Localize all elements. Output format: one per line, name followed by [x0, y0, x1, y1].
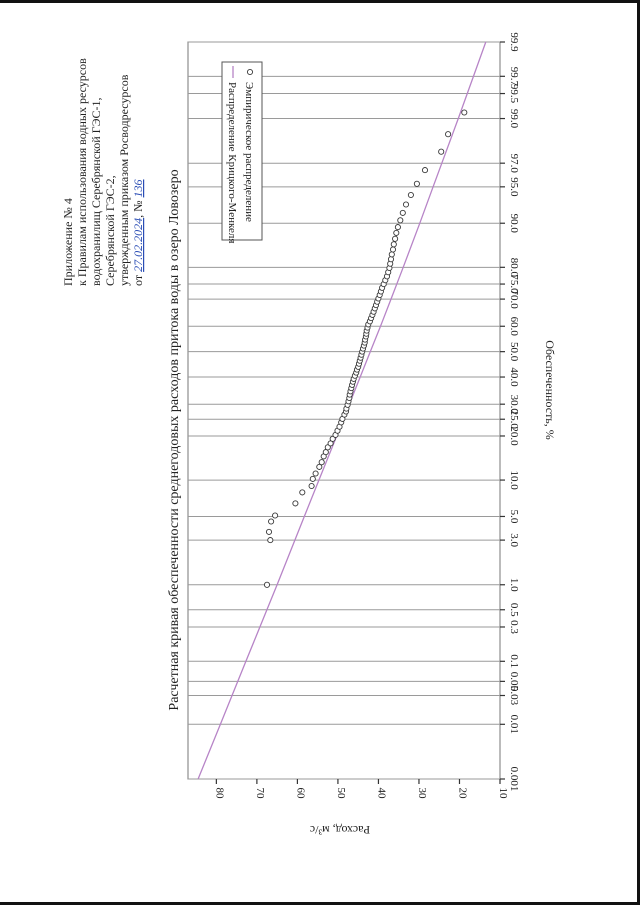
x-tick-label: 0.1: [508, 654, 520, 669]
empirical-point: [268, 538, 273, 543]
x-tick-label: 3.0: [508, 533, 520, 547]
x-tick-label: 80.0: [508, 257, 520, 277]
empirical-point: [398, 218, 403, 223]
legend-marker-empirical: [247, 69, 252, 74]
x-tick-label: 0.5: [508, 602, 520, 617]
header-line-3: водохранилищ Серебрянской ГЭС-1,: [89, 97, 103, 286]
x-tick-label: 10.0: [508, 470, 520, 490]
header-line-1: Приложение № 4: [61, 198, 75, 286]
x-tick-label: 90.0: [508, 213, 520, 233]
header-line-6: от 27.02.2024, № 136: [131, 179, 145, 286]
x-tick-label: 0.001: [508, 766, 520, 792]
empirical-point: [422, 168, 427, 173]
y-tick-label: 30: [415, 787, 428, 799]
empirical-point: [388, 257, 393, 262]
x-tick-label: 75.0: [508, 274, 520, 294]
header-line-2: к Правилам использования водных ресурсов: [75, 58, 89, 286]
y-axis-label: Расход, м³/с: [309, 823, 371, 837]
y-tick-label: 60: [294, 787, 307, 799]
empirical-point: [446, 132, 451, 137]
x-tick-label: 30.0: [508, 394, 520, 414]
x-tick-label: 50.0: [508, 342, 520, 362]
x-tick-label: 0.03: [508, 685, 520, 706]
x-tick-label: 5.0: [508, 509, 520, 524]
x-tick-label: 25.0: [508, 409, 520, 429]
empirical-point: [393, 236, 398, 241]
y-tick-label: 10: [497, 787, 509, 799]
header-line-5: утвержденным приказом Росводресурсов: [117, 74, 131, 286]
x-tick-label: 99.5: [508, 83, 520, 104]
empirical-point: [439, 149, 444, 154]
legend-label-empirical: Эмпирическое распределение: [243, 82, 255, 222]
x-tick-label: 40.0: [508, 367, 520, 387]
empirical-point: [394, 230, 399, 235]
y-tick-label: 50: [334, 787, 347, 799]
chart-title: Расчетная кривая обеспеченности среднегодовых расходов притока воды в озеро Ловозеро: [167, 169, 182, 711]
header-group: [61, 58, 145, 286]
header-line-4: Серебрянской ГЭС-2,: [103, 175, 117, 286]
y-tick-label: 20: [456, 787, 469, 799]
empirical-point: [300, 490, 305, 495]
x-tick-label: 20.0: [508, 426, 520, 446]
legend: [222, 62, 262, 243]
x-tick-label: 99.9: [508, 32, 520, 52]
x-tick-label: 1.0: [508, 577, 520, 592]
empirical-point: [310, 476, 315, 481]
y-tick-label: 70: [253, 787, 266, 799]
empirical-point: [264, 582, 269, 587]
empirical-point: [414, 181, 419, 186]
x-tick-label: 0.05: [508, 671, 520, 691]
x-axis-label: Обеспеченность, %: [543, 340, 557, 440]
empirical-point: [309, 483, 314, 488]
empirical-point: [293, 501, 298, 506]
x-tick-label: 60.0: [508, 316, 520, 336]
empirical-point: [313, 471, 318, 476]
y-tick-label: 80: [213, 787, 226, 799]
empirical-point: [462, 110, 467, 115]
y-tick-label: 40: [375, 787, 388, 799]
empirical-point: [269, 519, 274, 524]
x-tick-label: 97.0: [508, 153, 520, 173]
empirical-point: [408, 192, 413, 197]
empirical-point: [390, 247, 395, 252]
legend-label-curve: Распределение Крицкого-Менкеля: [226, 82, 238, 244]
empirical-point: [266, 529, 271, 534]
x-tick-label: 0.01: [508, 714, 520, 734]
empirical-point: [391, 242, 396, 247]
x-tick-label: 99.0: [508, 108, 520, 129]
empirical-point: [389, 252, 394, 257]
x-tick-label: 95.0: [508, 177, 520, 197]
x-tick-label: 99.7: [508, 66, 520, 86]
empirical-point: [273, 513, 278, 518]
empirical-point: [319, 460, 324, 465]
empirical-point: [403, 202, 408, 207]
empirical-point: [395, 225, 400, 230]
empirical-point: [400, 210, 405, 215]
x-tick-label: 0.3: [508, 620, 520, 634]
approval-header: [61, 58, 145, 286]
x-tick-label: 70.0: [508, 289, 520, 309]
